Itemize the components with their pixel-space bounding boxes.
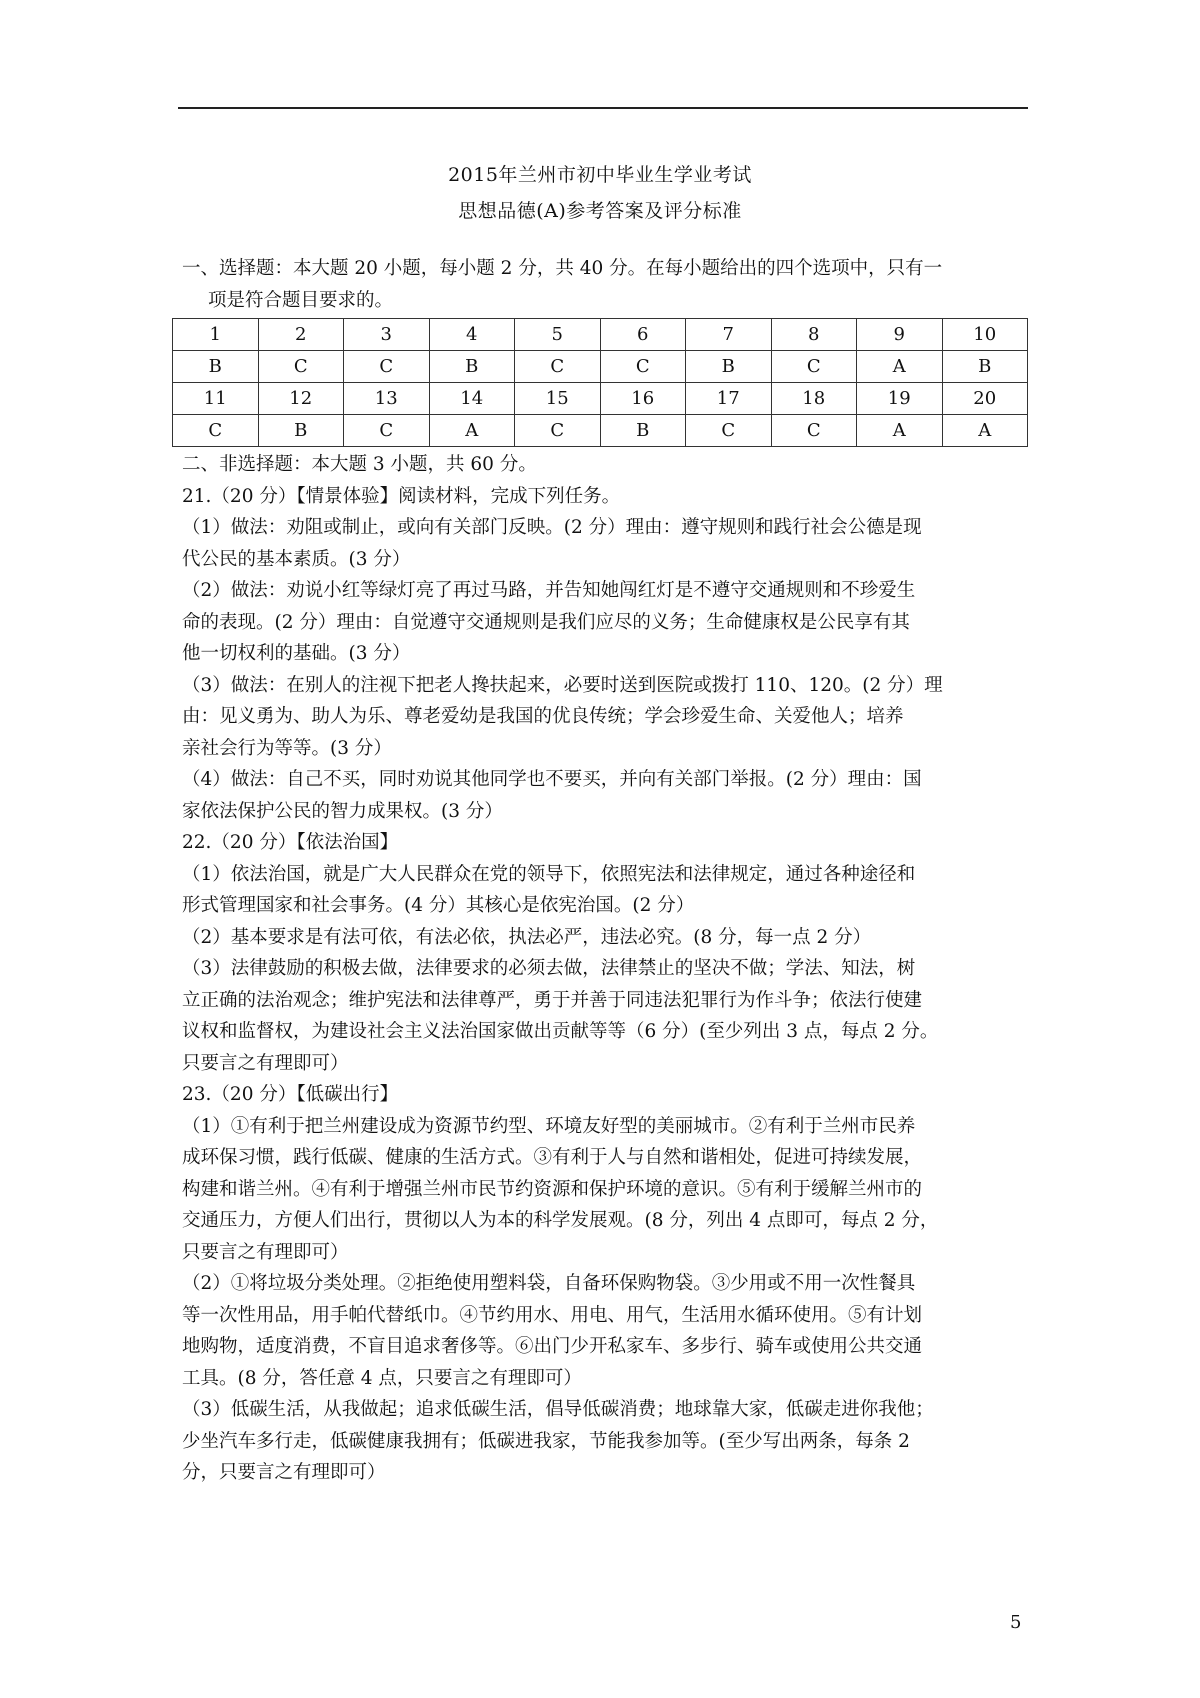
table-cell: 16 [600,383,686,415]
text-line: 成环保习惯，践行低碳、健康的生活方式。③有利于人与自然和谐相处，促进可持续发展， [182,1147,923,1168]
table-row [173,319,1028,351]
table-cell: C [600,351,686,383]
text-line: 少坐汽车多行走，低碳健康我拥有；低碳进我家，节能我参加等。(至少写出两条，每条 2 [182,1430,910,1452]
table-cell: C [771,351,857,383]
section2-heading: 二、非选择题：本大题 3 小题，共 60 分。 [182,454,537,475]
table-cell: A [942,415,1028,447]
table-cell: C [344,415,430,447]
table-cell: 3 [344,319,430,351]
text-line: 只要言之有理即可） [182,1052,349,1074]
text-line: （2）基本要求是有法可依，有法必依，执法必严，违法必究。(8 分，每一点 2 分） [182,926,872,948]
text-line: 地购物，适度消费，不盲目追求奢侈等。⑥出门少开私家车、多步行、骑车或使用公共交通 [182,1336,923,1357]
table-cell: C [515,351,601,383]
page-number: 5 [1010,1612,1022,1633]
table-cell: A [857,351,943,383]
table-row [173,383,1028,415]
table-cell: 11 [173,383,259,415]
text-line: （3）低碳生活，从我做起；追求低碳生活，倡导低碳消费；地球靠大家，低碳走进你我他； [182,1399,934,1420]
section1-heading [182,253,1030,316]
table-cell: C [344,351,430,383]
table-cell: B [429,351,515,383]
table-cell: 6 [600,319,686,351]
text-line: 命的表现。(2 分）理由：自觉遵守交通规则是我们应尽的义务；生命健康权是公民享有其 [182,611,910,633]
text-line: 他一切权利的基础。(3 分） [182,643,411,664]
section1-line2: 项是符合题目要求的。 [208,289,394,311]
table-cell: 9 [857,319,943,351]
table-cell: C [771,415,857,447]
text-line: 形式管理国家和社会事务。(4 分）其核心是依宪治国。(2 分） [182,895,695,916]
text-line: （3）法律鼓励的积极去做，法律要求的必须去做，法律禁止的坚决不做；学法、知法，树 [182,958,916,979]
table-cell: B [173,351,259,383]
table-cell: 20 [942,383,1028,415]
table-cell: B [686,351,772,383]
text-line: （2）①将垃圾分类处理。②拒绝使用塑料袋，自备环保购物袋。③少用或不用一次性餐具 [182,1273,916,1294]
table-cell: 5 [515,319,601,351]
text-line: 只要言之有理即可） [182,1241,349,1263]
text-line: 议权和监督权，为建设社会主义法治国家做出贡献等等（6 分）(至少列出 3 点，每点 2 分。 [182,1021,939,1042]
header-rule [178,107,1028,109]
table-cell: C [686,415,772,447]
text-line: （1）做法：劝阻或制止，或向有关部门反映。(2 分）理由：遵守规则和践行社会公德是现 [182,517,922,538]
text-line: 22.（20 分）【依法治国】 [182,832,399,853]
table-cell: 14 [429,383,515,415]
table-cell: C [258,351,344,383]
table-cell: 10 [942,319,1028,351]
text-line: 亲社会行为等等。(3 分） [182,737,392,759]
text-line: 等一次性用品，用手帕代替纸巾。④节约用水、用电、用气，生活用水循环使用。⑤有计划 [182,1304,923,1326]
text-line: 分，只要言之有理即可） [182,1462,386,1483]
table-cell: 13 [344,383,430,415]
text-line: 21.（20 分）【情景体验】阅读材料，完成下列任务。 [182,485,621,507]
table-cell: 4 [429,319,515,351]
text-line: （1）①有利于把兰州建设成为资源节约型、环境友好型的美丽城市。②有利于兰州市民养 [182,1115,916,1137]
table-cell: B [600,415,686,447]
table-cell: 15 [515,383,601,415]
text-line: （4）做法：自己不买，同时劝说其他同学也不要买，并向有关部门举报。(2 分）理由：国 [182,769,922,790]
table-cell: 19 [857,383,943,415]
table-row [173,351,1028,383]
table-cell: B [942,351,1028,383]
table-cell: 2 [258,319,344,351]
text-line: 立正确的法治观念；维护宪法和法律尊严，勇于并善于同违法犯罪行为作斗争；依法行使建 [182,989,923,1011]
text-line: 构建和谐兰州。④有利于增强兰州市民节约资源和保护环境的意识。⑤有利于缓解兰州市的 [182,1178,923,1200]
text-line: 交通压力，方便人们出行，贯彻以人为本的科学发展观。(8 分，列出 4 点即可，每点 2 分， [182,1210,939,1231]
table-cell: C [515,415,601,447]
body-text [182,449,1030,1489]
table-cell: 7 [686,319,772,351]
text-line: 23.（20 分）【低碳出行】 [182,1084,399,1105]
text-line: 家依法保护公民的智力成果权。(3 分） [182,800,503,822]
doc-subtitle: 思想品德(A)参考答案及评分标准 [458,200,742,222]
doc-title: 2015年兰州市初中毕业生学业考试 [448,164,752,186]
table-cell: C [173,415,259,447]
section1-line1: 一、选择题：本大题 20 小题，每小题 2 分，共 40 分。在每小题给出的四个选项中，只有一 [182,258,943,279]
text-line: （3）做法：在别人的注视下把老人搀扶起来，必要时送到医院或拨打 110、120。(2 分）理 [182,674,943,696]
table-cell: B [258,415,344,447]
text-line: （1）依法治国，就是广大人民群众在党的领导下，依照宪法和法律规定，通过各种途径和 [182,863,916,885]
table-cell: 1 [173,319,259,351]
answer-table [172,318,1028,447]
text-line: （2）做法：劝说小红等绿灯亮了再过马路，并告知她闯红灯是不遵守交通规则和不珍爱生 [182,580,916,601]
table-cell: A [429,415,515,447]
table-cell: 18 [771,383,857,415]
table-cell: 12 [258,383,344,415]
table-cell: A [857,415,943,447]
text-line: 工具。(8 分，答任意 4 点，只要言之有理即可） [182,1367,582,1389]
table-cell: 8 [771,319,857,351]
table-row [173,415,1028,447]
text-line: 由：见义勇为、助人为乐、尊老爱幼是我国的优良传统；学会珍爱生命、关爱他人；培养 [182,706,904,727]
table-cell: 17 [686,383,772,415]
text-line: 代公民的基本素质。(3 分） [182,548,411,570]
